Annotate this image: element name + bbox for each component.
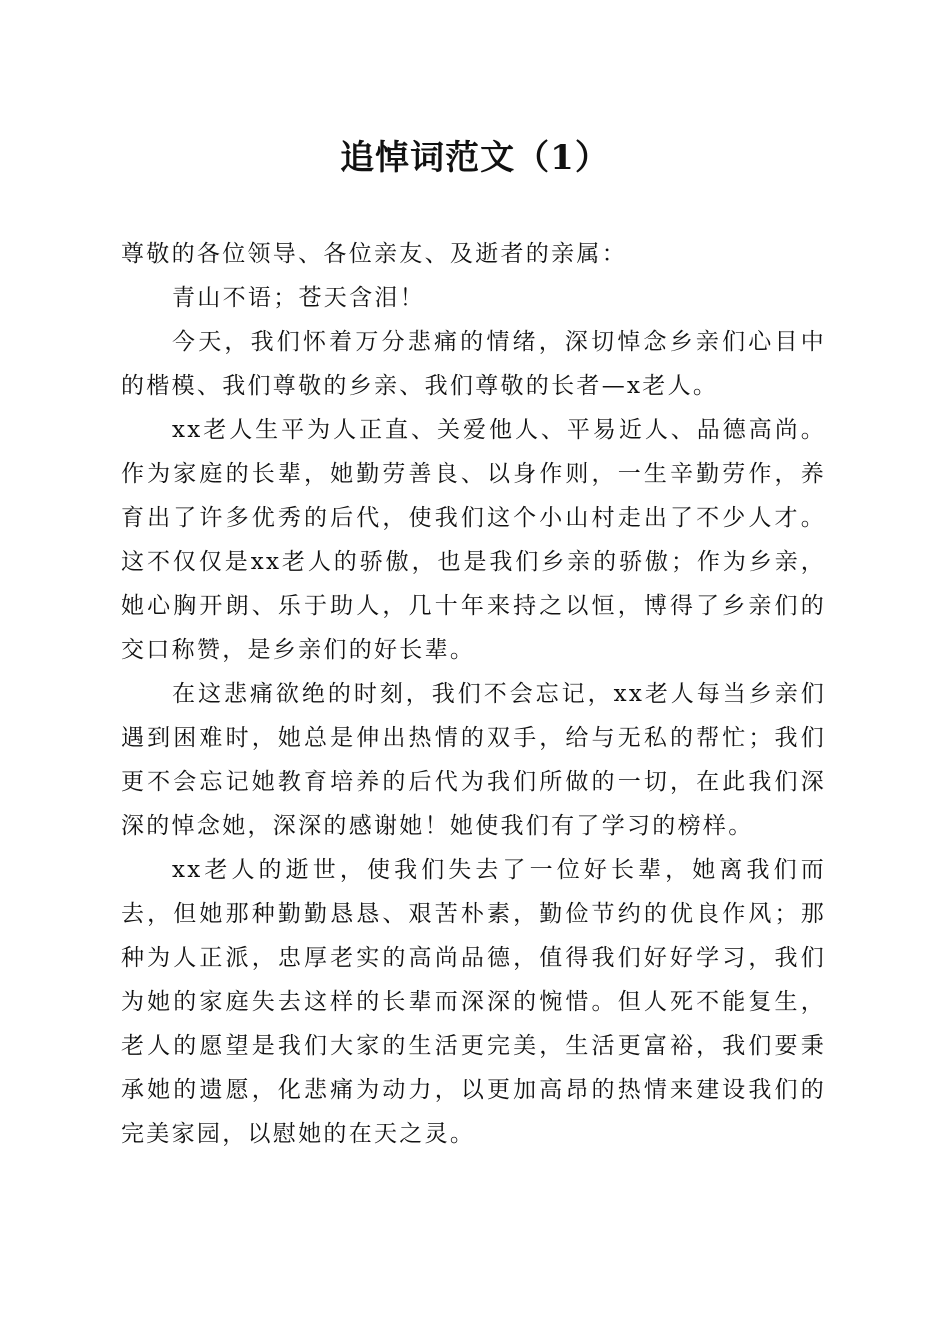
document-title: 追悼词范文（1） — [340, 138, 610, 178]
paragraph-legacy: xx老人的逝世，使我们失去了一位好长辈，她离我们而去，但她那种勤勤恳恳、艰苦朴素，勤俭节约的优良作风；那种为人正派，忠厚老实的高尚品德，值得我们好好学习，我们为她的家庭失去这样的长辈而深深的惋惜。但人死不能复生，老人的愿望是我们大家的生活更完美，生活更富裕，我们要秉承她的遗愿，化悲痛为动力，以更加高昂的热情来建设我们的完美家园，以慰她的在天之灵。 — [121, 857, 826, 1147]
document-body — [121, 232, 826, 1156]
paragraph-remembrance: 在这悲痛欲绝的时刻，我们不会忘记，xx老人每当乡亲们遇到困难时，她总是伸出热情的双手，给与无私的帮忙；我们更不会忘记她教育培养的后代为我们所做的一切，在此我们深深的悼念她，深深的感谢她！她使我们有了学习的榜样。 — [121, 681, 826, 839]
salutation: 尊敬的各位领导、各位亲友、及逝者的亲属： — [121, 241, 627, 267]
paragraph-opening: 青山不语；苍天含泪！ — [172, 285, 425, 311]
paragraph-life-virtues: xx老人生平为人正直、关爱他人、平易近人、品德高尚。作为家庭的长辈，她勤劳善良、以身作则，一生辛勤劳作，养育出了许多优秀的后代，使我们这个小山村走出了不少人才。这不仅仅是xx老人的骄傲，也是我们乡亲的骄傲；作为乡亲，她心胸开朗、乐于助人，几十年来持之以恒，博得了乡亲们的交口称赞，是乡亲们的好长辈。 — [121, 417, 826, 663]
paragraph-mourning: 今天，我们怀着万分悲痛的情绪，深切悼念乡亲们心目中的楷模、我们尊敬的乡亲、我们尊敬的长者—x老人。 — [121, 329, 826, 399]
